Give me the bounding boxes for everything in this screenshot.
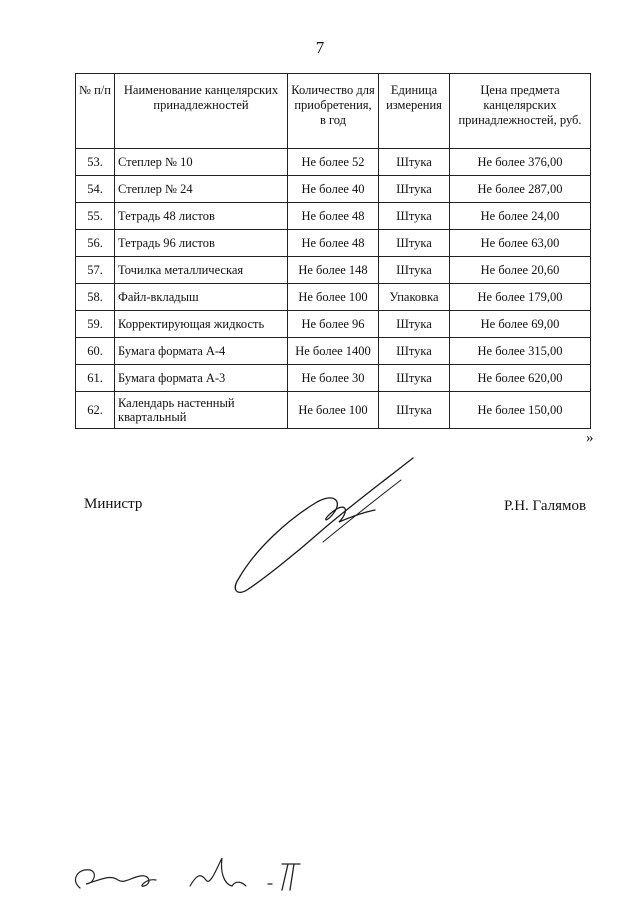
cell-price: Не более 69,00	[450, 311, 591, 338]
header-qty: Количество для приобретения, в год	[288, 74, 379, 149]
cell-num: 54.	[76, 176, 115, 203]
cell-qty: Не более 30	[288, 365, 379, 392]
cell-price: Не более 20,60	[450, 257, 591, 284]
cell-name: Тетрадь 96 листов	[115, 230, 288, 257]
cell-num: 59.	[76, 311, 115, 338]
cell-name: Тетрадь 48 листов	[115, 203, 288, 230]
cell-name: Файл-вкладыш	[115, 284, 288, 311]
cell-name: Бумага формата А-4	[115, 338, 288, 365]
closing-quote: »	[586, 430, 594, 446]
cell-name: Точилка металлическая	[115, 257, 288, 284]
header-name: Наименование канцелярских принадлежностей	[115, 74, 288, 149]
table-row	[76, 392, 591, 429]
cell-price: Не более 287,00	[450, 176, 591, 203]
table-row	[76, 284, 591, 311]
cell-qty: Не более 100	[288, 392, 379, 429]
cell-unit: Штука	[379, 203, 450, 230]
cell-unit: Штука	[379, 257, 450, 284]
cell-name: Корректирующая жидкость	[115, 311, 288, 338]
cell-unit: Штука	[379, 338, 450, 365]
cell-qty: Не более 40	[288, 176, 379, 203]
cell-unit: Штука	[379, 176, 450, 203]
cell-price: Не более 620,00	[450, 365, 591, 392]
header-num: № п/п	[76, 74, 115, 149]
signatory-title: Министр	[84, 496, 143, 512]
cell-qty: Не более 96	[288, 311, 379, 338]
supplies-table	[75, 73, 591, 429]
cell-price: Не более 179,00	[450, 284, 591, 311]
cell-unit: Штука	[379, 149, 450, 176]
table-row	[76, 257, 591, 284]
header-price: Цена предмета канцелярских принадлежностей, руб.	[450, 74, 591, 149]
table-row	[76, 203, 591, 230]
cell-num: 53.	[76, 149, 115, 176]
cell-qty: Не более 100	[288, 284, 379, 311]
cell-num: 56.	[76, 230, 115, 257]
header-unit: Единица измерения	[379, 74, 450, 149]
page-number: 7	[315, 38, 325, 57]
cell-price: Не более 150,00	[450, 392, 591, 429]
cell-unit: Штука	[379, 392, 450, 429]
cell-unit: Штука	[379, 230, 450, 257]
cell-num: 57.	[76, 257, 115, 284]
cell-name: Календарь настенный квартальный	[115, 392, 288, 429]
cell-price: Не более 376,00	[450, 149, 591, 176]
handwritten-signature	[225, 450, 425, 600]
cell-qty: Не более 1400	[288, 338, 379, 365]
cell-qty: Не более 48	[288, 203, 379, 230]
signatory-name: Р.Н. Галямов	[504, 498, 587, 514]
table-row	[76, 365, 591, 392]
cell-price: Не более 63,00	[450, 230, 591, 257]
cell-price: Не более 315,00	[450, 338, 591, 365]
cell-unit: Штука	[379, 365, 450, 392]
cell-price: Не более 24,00	[450, 203, 591, 230]
cell-qty: Не более 52	[288, 149, 379, 176]
table-row	[76, 149, 591, 176]
cell-qty: Не более 148	[288, 257, 379, 284]
cell-name: Степлер № 24	[115, 176, 288, 203]
table-row	[76, 176, 591, 203]
cell-num: 58.	[76, 284, 115, 311]
cell-unit: Упаковка	[379, 284, 450, 311]
cell-name: Бумага формата А-3	[115, 365, 288, 392]
cell-unit: Штука	[379, 311, 450, 338]
cell-num: 60.	[76, 338, 115, 365]
cell-name: Степлер № 10	[115, 149, 288, 176]
table-body	[76, 149, 591, 429]
table-row	[76, 338, 591, 365]
cell-qty: Не более 48	[288, 230, 379, 257]
table-row	[76, 230, 591, 257]
table-row	[76, 311, 591, 338]
cell-num: 62.	[76, 392, 115, 429]
cell-num: 55.	[76, 203, 115, 230]
approval-initials-mark	[60, 850, 320, 900]
cell-num: 61.	[76, 365, 115, 392]
table-header-row	[76, 74, 591, 149]
